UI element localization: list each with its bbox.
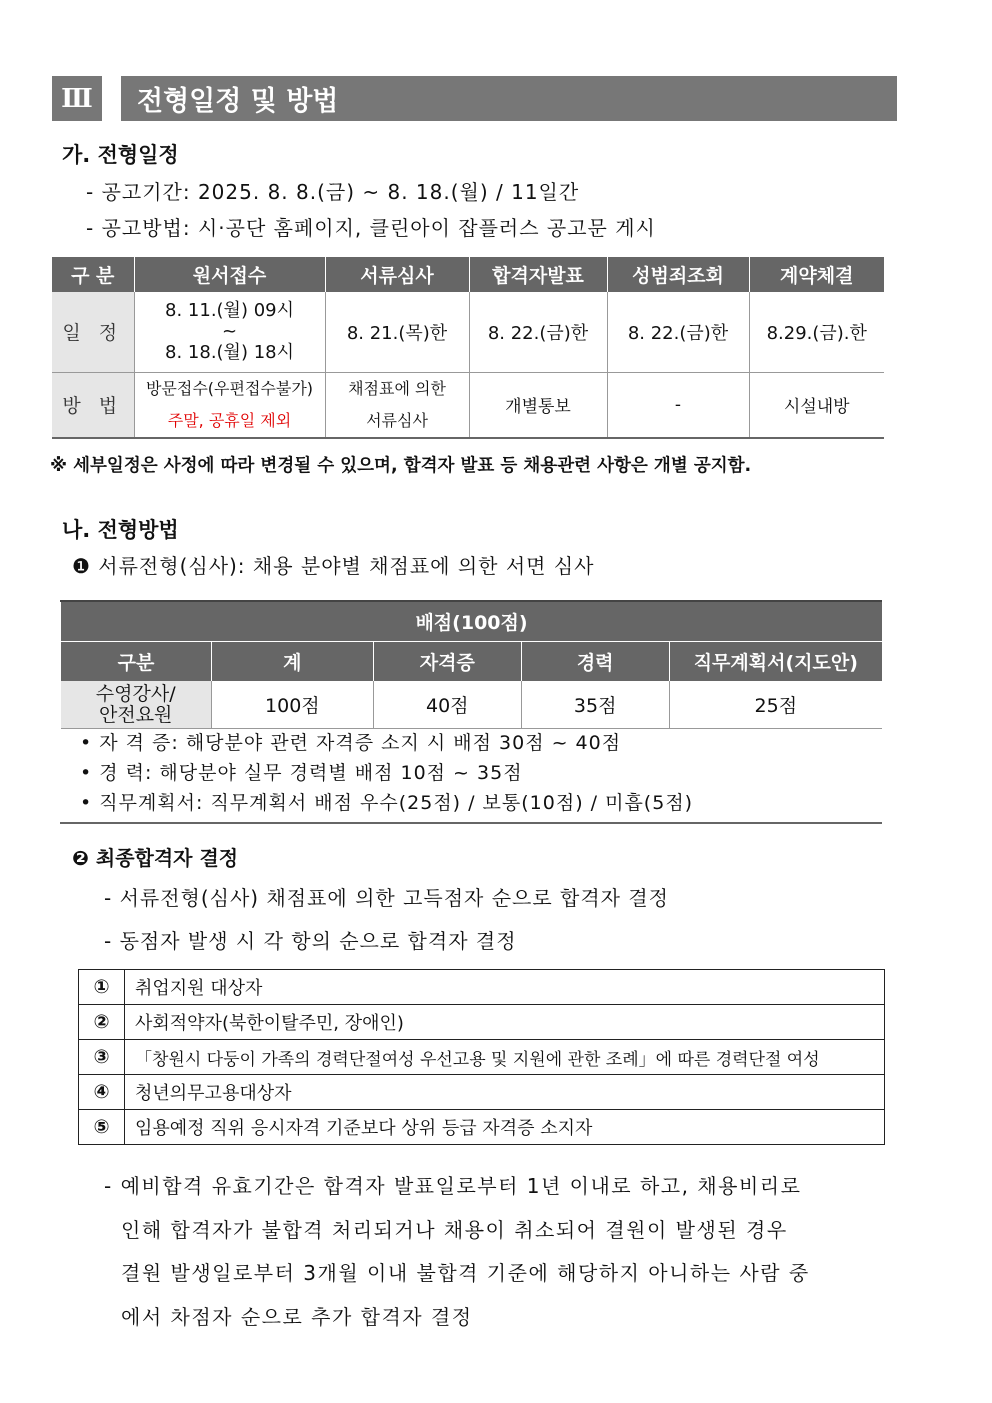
method-heading: 나. 전형방법	[62, 518, 179, 542]
row-label-method: 방 법	[52, 372, 134, 438]
reserve-line-1: - 예비합격 유효기간은 합격자 발표일로부터 1년 이내로 하고, 채용비리로	[104, 1174, 802, 1198]
apply-method: 방문접수(우편접수불가)	[145, 378, 314, 398]
final-decision-line-1: - 서류전형(심사) 채점표에 의한 고득점자 순으로 합격자 결정	[104, 886, 670, 910]
docs-date: 8. 21.(목)한	[325, 292, 469, 372]
score-license: 40점	[373, 681, 521, 729]
score-col-career: 경력	[521, 642, 669, 682]
apply-period-cell	[134, 292, 325, 372]
score-title-row	[61, 601, 883, 642]
score-total: 100점	[211, 681, 373, 729]
score-plan: 25점	[669, 681, 882, 729]
row-label-date: 일 정	[52, 292, 134, 372]
priority-row	[79, 1040, 885, 1075]
apply-end: 8. 18.(월) 18시	[165, 342, 294, 364]
score-col-category: 구분	[61, 642, 212, 682]
priority-text: 청년의무고용대상자	[125, 1075, 885, 1110]
col-crime-check: 성범죄조회	[607, 257, 749, 292]
score-row-label-1: 수영강사/	[95, 682, 176, 705]
col-apply: 원서접수	[134, 257, 325, 292]
final-decision-item: ❷ 최종합격자 결정	[72, 846, 239, 870]
announce-date: 8. 22.(금)한	[469, 292, 607, 372]
check-method-cell: -	[607, 372, 749, 438]
apply-start: 8. 11.(월) 09시	[165, 300, 294, 322]
priority-row	[79, 1005, 885, 1040]
priority-text: 취업지원 대상자	[125, 970, 885, 1005]
schedule-method-row	[52, 372, 884, 438]
schedule-header-row	[52, 257, 884, 292]
announce-method: - 공고방법: 시·공단 홈페이지, 클린아이 잡플러스 공고문 게시	[86, 216, 656, 240]
note-plan: • 직무계획서: 직무계획서 배점 우수(25점) / 보통(10점) / 미흡(5점)	[80, 792, 694, 814]
score-notes	[60, 728, 882, 824]
col-announce: 합격자발표	[469, 257, 607, 292]
section-number: Ⅲ	[52, 76, 102, 121]
apply-method-cell	[134, 372, 325, 438]
announce-period: - 공고기간: 2025. 8. 8.(금) ~ 8. 18.(월) / 11일간	[86, 180, 580, 204]
score-col-plan: 직무계획서(지도안)	[669, 642, 882, 682]
score-career: 35점	[521, 681, 669, 729]
check-date: 8. 22.(금)한	[607, 292, 749, 372]
contract-method-cell: 시설내방	[749, 372, 884, 438]
priority-number: ①	[79, 970, 125, 1005]
priority-number: ④	[79, 1075, 125, 1110]
col-category: 구 분	[52, 257, 134, 292]
tie-priority-table	[78, 969, 885, 1145]
schedule-table	[52, 257, 884, 439]
priority-number: ⑤	[79, 1110, 125, 1145]
note-career: • 경 력: 해당분야 실무 경력별 배점 10점 ~ 35점	[80, 762, 523, 784]
schedule-heading: 가. 전형일정	[62, 143, 179, 167]
score-col-total: 계	[211, 642, 373, 682]
score-row-label-2: 안전요원	[98, 703, 173, 726]
priority-text: 「창원시 다둥이 가족의 경력단절여성 우선고용 및 지원에 관한 조례」에 따른 경력단절 여성	[125, 1040, 885, 1075]
score-col-license: 자격증	[373, 642, 521, 682]
document-screening-item: ❶ 서류전형(심사): 채용 분야별 채점표에 의한 서면 심사	[72, 554, 595, 578]
priority-row	[79, 1075, 885, 1110]
priority-text: 사회적약자(북한이탈주민, 장애인)	[125, 1005, 885, 1040]
col-docs: 서류심사	[325, 257, 469, 292]
priority-row	[79, 1110, 885, 1145]
col-contract: 계약체결	[749, 257, 884, 292]
docs-method-2: 서류심사	[366, 410, 428, 430]
section-title: 전형일정 및 방법	[121, 76, 897, 121]
reserve-line-3: 결원 발생일로부터 3개월 이내 불합격 기준에 해당하지 아니하는 사람 중	[121, 1261, 810, 1285]
reserve-line-4: 에서 차점자 순으로 추가 합격자 결정	[121, 1305, 473, 1329]
schedule-note: ※ 세부일정은 사정에 따라 변경될 수 있으며, 합격자 발표 등 채용관련 사항은 개별 공지함.	[50, 456, 752, 476]
score-row	[61, 681, 883, 729]
note-license: • 자 격 증: 해당분야 관련 자격증 소지 시 배점 30점 ~ 40점	[80, 732, 622, 754]
priority-text: 임용예정 직위 응시자격 기준보다 상위 등급 자격증 소지자	[125, 1110, 885, 1145]
score-table	[60, 600, 882, 729]
docs-method-1: 채점표에 의한	[348, 378, 446, 398]
reserve-line-2: 인해 합격자가 불합격 처리되거나 채용이 취소되어 결원이 발생된 경우	[121, 1218, 788, 1242]
apply-exclusion: 주말, 공휴일 제외	[167, 410, 292, 430]
apply-tilde: ~	[221, 321, 238, 343]
priority-number: ③	[79, 1040, 125, 1075]
score-header-row	[61, 642, 883, 682]
score-row-label	[61, 681, 212, 729]
docs-method-cell	[325, 372, 469, 438]
priority-row	[79, 970, 885, 1005]
final-decision-line-2: - 동점자 발생 시 각 항의 순으로 합격자 결정	[104, 929, 517, 953]
contract-date: 8.29.(금).한	[749, 292, 884, 372]
schedule-date-row	[52, 292, 884, 372]
priority-number: ②	[79, 1005, 125, 1040]
score-title: 배점(100점)	[61, 601, 883, 642]
announce-method-cell: 개별통보	[469, 372, 607, 438]
